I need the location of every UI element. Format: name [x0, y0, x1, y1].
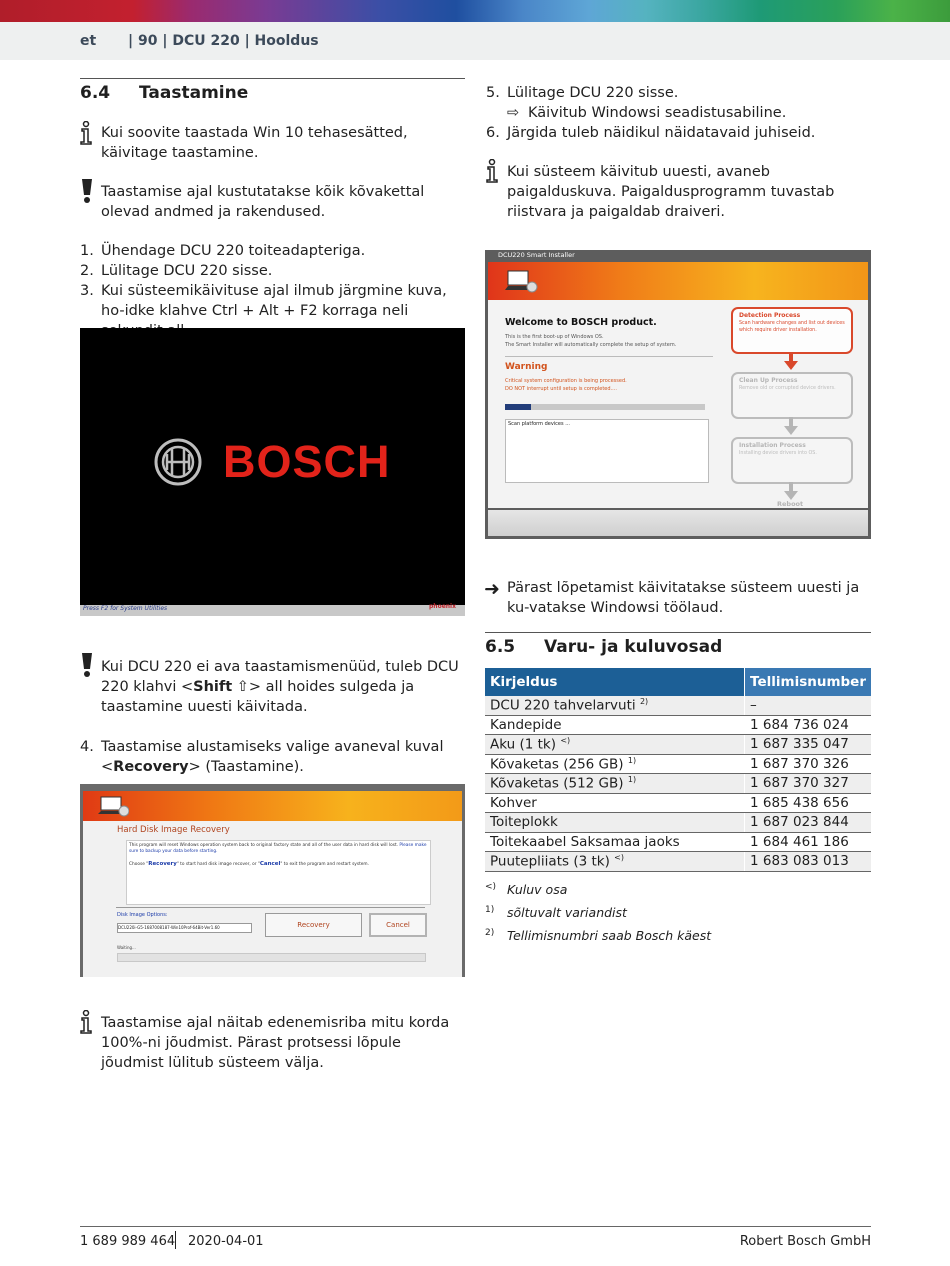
section-title: Varu- ja kuluvosad — [544, 637, 723, 657]
shift-arrow-icon: ⇧ — [236, 679, 249, 695]
section-heading-6-5 — [485, 637, 722, 657]
step-4 — [80, 737, 466, 777]
part-order-number: 1 684 736 024 — [745, 715, 871, 735]
part-description: Puutepliiats (3 tk) <) — [485, 852, 745, 872]
flow-arrow-icon — [784, 417, 798, 435]
spare-parts-table — [485, 668, 871, 872]
shift-key-label: Shift — [193, 679, 233, 695]
warning-text-data-loss: Taastamise ajal kustutatakse kõik kõvakettal olevad andmed ja rakendused. — [101, 184, 425, 220]
list-item: 2. Lülitage DCU 220 sisse. — [80, 263, 273, 279]
cleanup-process-box: Clean Up Process Remove old or corrupted device drivers. — [731, 372, 853, 419]
installer-progress-bar — [505, 404, 705, 410]
warning-icon — [81, 178, 93, 207]
part-description: Kandepide — [485, 715, 745, 735]
brand-color-bar — [0, 0, 950, 22]
installer-welcome: Welcome to BOSCH product. — [505, 317, 657, 328]
installer-screen-image: DCU220 Smart Installer Welcome to BOSCH product. This is the first boot-up of Windows OS. The Smart Installer will automatically complete the setup of system. Warning Critical system configuration is being processed. DO NOT interrupt until setup is completed.... Scan platform devices ... Detection Process Scan hardware changes and list out devices which require driver installation. Clean Up Process Remove old or corrupted device drivers. Installation Process Installing device drivers into OS. Reboot — [485, 250, 871, 539]
part-description: Toiteplokk — [485, 813, 745, 833]
section-title: Taastamine — [139, 83, 249, 103]
info-text-installer: Kui süsteem käivitub uuesti, avaneb paigalduskuva. Paigaldusprogramm tuvastab riistvara ja paigaldab draiveri. — [507, 164, 835, 220]
flow-arrow-icon — [784, 482, 798, 500]
installer-footer — [488, 510, 868, 536]
result-text-restart: Pärast lõpetamist käivitatakse süsteem uuesti ja ku-vatakse Windowsi töölaud. — [507, 580, 860, 616]
boot-status-text: Press F2 for System Utilities — [83, 605, 168, 612]
part-order-number: 1 687 335 047 — [745, 735, 871, 755]
table-header-row — [485, 668, 871, 696]
recovery-title: Hard Disk Image Recovery — [117, 825, 230, 835]
part-order-number: 1 687 370 326 — [745, 754, 871, 774]
table-row — [485, 813, 871, 833]
laptop-icon — [97, 796, 129, 818]
page-header — [0, 22, 950, 60]
list-item-result: ⇨ Käivitub Windowsi seadistusabiline. — [507, 105, 787, 121]
waiting-label: Waiting... — [117, 945, 136, 950]
list-item: 3. Kui süsteemikäivituse ajal ilmub järgmine kuva, ho-idke klahve Ctrl + Alt + F2 korraga neli — [80, 283, 447, 319]
table-row — [485, 832, 871, 852]
steps-list-5-6 — [486, 83, 872, 143]
recovery-screen-image — [80, 784, 465, 977]
table-row — [485, 735, 871, 755]
section-number: 6.5 — [485, 637, 516, 657]
column-header: Kirjeldus — [485, 668, 745, 696]
footer-divider — [175, 1231, 176, 1249]
table-footnotes — [485, 877, 711, 946]
list-item: 4. Taastamise alustamiseks valige avaneval kuval <Recovery> (Taastamine). — [80, 739, 444, 775]
footer-rule — [80, 1226, 871, 1227]
section-rule — [80, 78, 465, 79]
info-icon — [79, 121, 93, 148]
installer-progress-fill — [505, 404, 531, 410]
info-icon — [79, 1010, 93, 1037]
info-icon — [485, 159, 499, 186]
recovery-progress-bar — [117, 953, 426, 962]
installation-process-box: Installation Process Installing device drivers into OS. — [731, 437, 853, 484]
phoenix-badge: phoenix — [429, 603, 456, 610]
bosch-logo-icon — [153, 437, 203, 487]
laptop-icon — [504, 270, 538, 294]
list-item: 5. Lülitage DCU 220 sisse. — [486, 85, 679, 101]
section-number: 6.4 — [80, 83, 111, 103]
recovery-banner — [83, 791, 462, 821]
table-row — [485, 793, 871, 813]
installer-banner — [488, 262, 868, 300]
info-text-progress: Taastamise ajal näitab edenemisriba mitu korda 100%-ni jõudmist. Pärast protsessi lõpule jõudmist lülitub süsteem välja. — [101, 1015, 450, 1071]
disk-image-options-label: Disk Image Options: — [117, 912, 168, 918]
part-description: Aku (1 tk) <) — [485, 735, 745, 755]
table-row — [485, 696, 871, 715]
footer-company: Robert Bosch GmbH — [739, 1234, 871, 1249]
table-row — [485, 715, 871, 735]
column-header: Tellimisnumber — [745, 668, 871, 696]
part-order-number: 1 683 083 013 — [745, 852, 871, 872]
part-order-number: 1 687 370 327 — [745, 774, 871, 794]
info-text-restore: Kui soovite taastada Win 10 tehasesätted, käivitage taastamine. — [101, 125, 408, 161]
table-row — [485, 754, 871, 774]
part-description: Kohver — [485, 793, 745, 813]
part-order-number: 1 684 461 186 — [745, 832, 871, 852]
installer-warning-title: Warning — [505, 362, 548, 372]
table-row — [485, 852, 871, 872]
list-item: 6. Järgida tuleb näidikul näidatavaid juhiseid. — [486, 125, 816, 141]
footer-doc-number: 1 689 989 464 — [80, 1234, 176, 1249]
warning-text-shift: Kui DCU 220 ei ava taastamismenüüd, tuleb DCU 220 klahvi <Shift ⇧> all hoides sulgeda ja taastamine uuesti käivitada. — [101, 659, 459, 715]
part-description: Kõvaketas (256 GB) $^{1)}$ — [485, 754, 745, 774]
part-order-number: – — [745, 696, 871, 715]
section-heading-6-4 — [80, 83, 248, 103]
part-order-number: 1 685 438 656 — [745, 793, 871, 813]
reboot-label: Reboot — [777, 500, 804, 508]
installer-log-box: Scan platform devices ... — [505, 419, 709, 483]
result-arrow-icon: ➜ — [484, 578, 500, 600]
list-item: 1. Ühendage DCU 220 toiteadapteriga. — [80, 243, 366, 259]
boot-screen-image — [80, 328, 465, 616]
warning-icon — [81, 652, 93, 681]
section-rule — [485, 632, 871, 633]
footnote: 1) sõltuvalt variandist — [485, 905, 627, 921]
result-arrow-icon: ⇨ — [507, 105, 520, 121]
part-description: DCU 220 tahvelarvuti $^{2)}$ — [485, 696, 745, 715]
table-row — [485, 774, 871, 794]
part-description: Kõvaketas (512 GB) $^{1)}$ — [485, 774, 745, 794]
disk-image-select[interactable]: DCU220i-G5-1687008187-Win10Prof-64Bit-Ver1.60 — [117, 923, 252, 933]
recovery-description-box: This program will reset Windows operation system back to original factory state and all of the user data in hard disk will lost. Please make sure to backup your data before starting. Choose "Recovery" to start hard disk image recover, or "Cancel" to exit the program and restart system. — [126, 840, 431, 905]
boot-logo-text: BOSCH — [223, 436, 391, 487]
steps-list-1-3 — [80, 241, 466, 341]
footer-date: 2020-04-01 — [188, 1234, 264, 1249]
part-order-number: 1 687 023 844 — [745, 813, 871, 833]
recovery-button[interactable]: Recovery — [265, 913, 362, 937]
cancel-button[interactable]: Cancel — [369, 913, 427, 937]
flow-arrow-icon — [784, 352, 798, 370]
part-description: Toitekaabel Saksamaa jaoks — [485, 832, 745, 852]
footnote: <) Kuluv osa — [485, 882, 568, 898]
installer-window-title: DCU220 Smart Installer — [498, 251, 575, 259]
language-code: et — [80, 33, 97, 49]
footnote: 2) Tellimisnumbri saab Bosch käest — [485, 928, 712, 944]
breadcrumb: | 90 | DCU 220 | Hooldus — [128, 33, 319, 49]
detection-process-box: Detection Process Scan hardware changes and list out devices which require driver installation. — [731, 307, 853, 354]
